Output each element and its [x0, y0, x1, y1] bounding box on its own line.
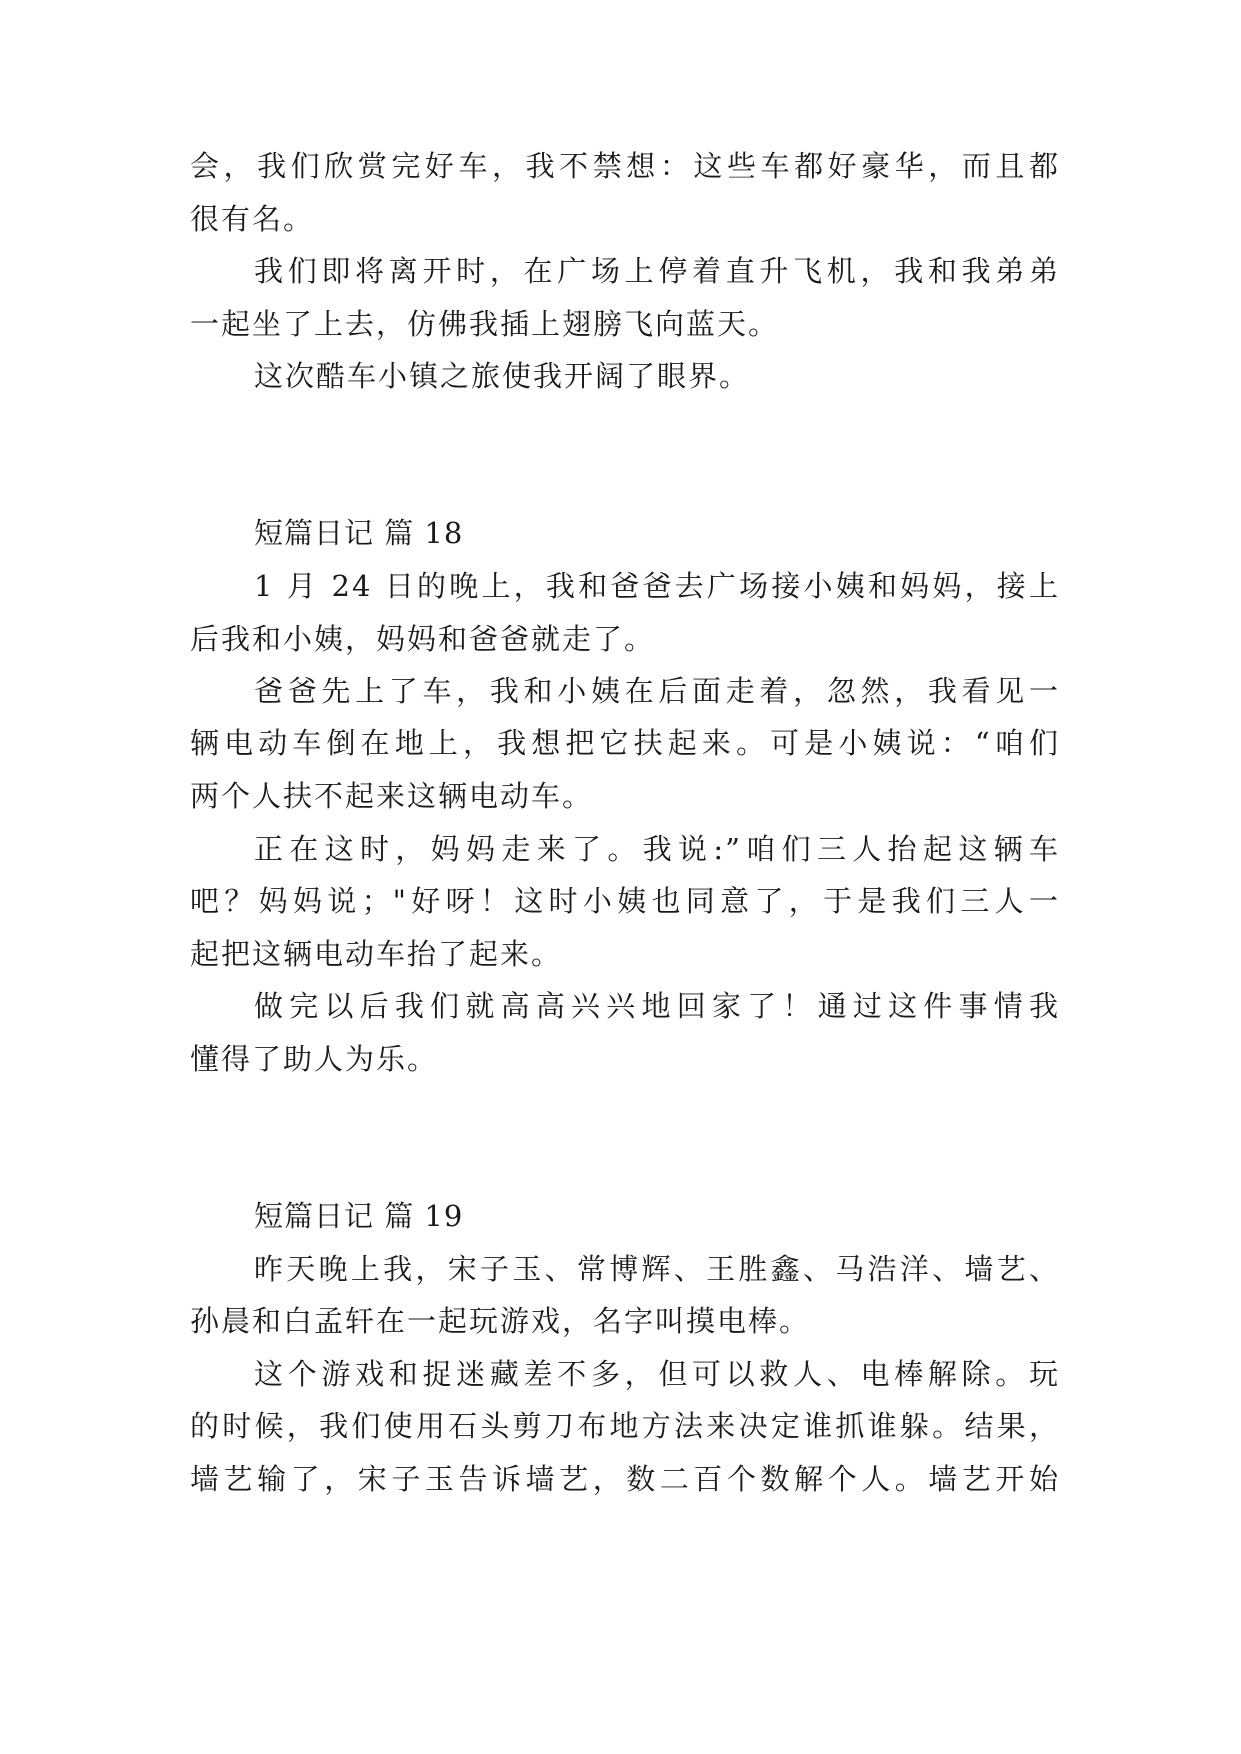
- text-line: 孙晨和白孟轩在一起玩游戏，名字叫摸电棒。: [190, 1304, 811, 1338]
- text-line: 后我和小姨，妈妈和爸爸就走了。: [190, 622, 656, 656]
- text-line: 的时候，我们使用石头剪刀布地方法来决定谁抓谁躲。结果，: [190, 1409, 1060, 1443]
- section-heading: 短篇日记 篇 19: [254, 1199, 464, 1233]
- section-heading: 短篇日记 篇 18: [254, 516, 464, 550]
- text-line: 很有名。: [190, 202, 315, 236]
- text-line: 这次酷车小镇之旅使我开阔了眼界。: [254, 359, 751, 393]
- text-line: 会，我们欣赏完好车，我不禁想：这些车都好豪华，而且都: [190, 149, 1060, 183]
- text-line: 爸爸先上了车，我和小姨在后面走着，忽然，我看见一: [254, 674, 1060, 708]
- text-line: 正在这时，妈妈走来了。我说:”咱们三人抬起这辆车: [254, 832, 1060, 866]
- text-line: 一起坐了上去，仿佛我插上翅膀飞向蓝天。: [190, 307, 780, 341]
- text-line: 懂得了助人为乐。: [190, 1042, 439, 1076]
- text-line: 吧？妈妈说；"好呀！这时小姨也同意了，于是我们三人一: [190, 884, 1060, 918]
- text-line: 辆电动车倒在地上，我想把它扶起来。可是小姨说：“咱们: [190, 726, 1060, 760]
- text-line: 这个游戏和捉迷藏差不多，但可以救人、电棒解除。玩: [254, 1357, 1060, 1391]
- text-line: 做完以后我们就高高兴兴地回家了！通过这件事情我: [254, 989, 1060, 1023]
- text-line: 1 月 24 日的晚上，我和爸爸去广场接小姨和妈妈，接上: [254, 569, 1060, 603]
- text-line: 起把这辆电动车抬了起来。: [190, 937, 563, 971]
- text-line: 墙艺输了，宋子玉告诉墙艺，数二百个数解个人。墙艺开始: [190, 1462, 1060, 1496]
- text-line: 我们即将离开时，在广场上停着直升飞机，我和我弟弟: [254, 254, 1060, 288]
- text-line: 两个人扶不起来这辆电动车。: [190, 779, 594, 813]
- text-line: 昨天晚上我，宋子玉、常博辉、王胜鑫、马浩洋、墙艺、: [254, 1252, 1060, 1286]
